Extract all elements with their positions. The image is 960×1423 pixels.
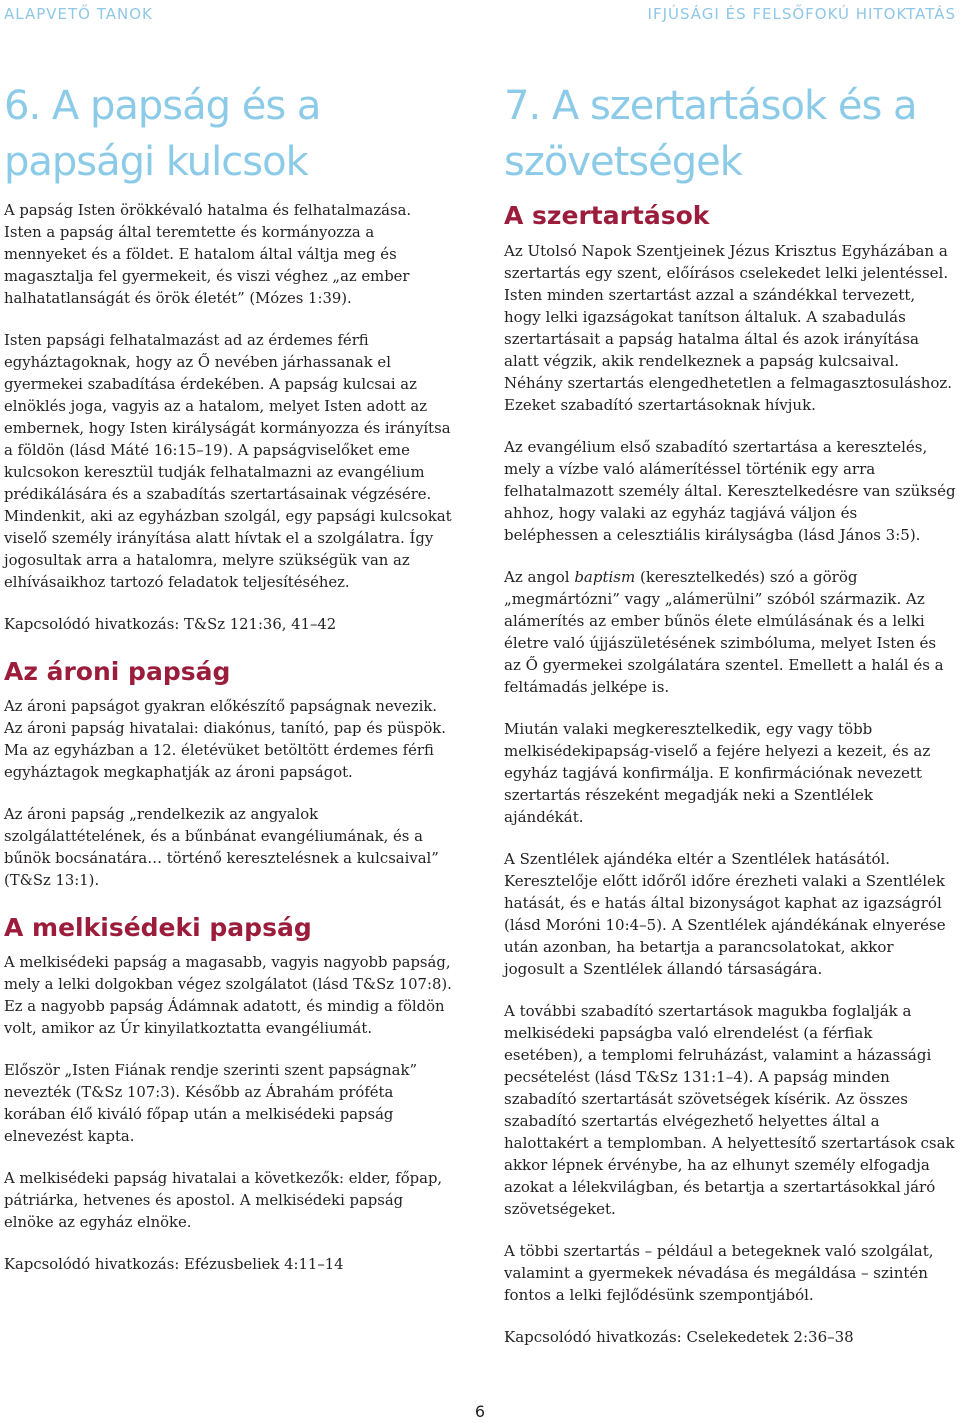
page-number: 6 (474, 1402, 486, 1421)
paragraph: Az ároni papságot gyakran előkészítő papságnak nevezik. Az ároni papság hivatalai: diakónus, tanító, pap és püspök. Ma az egyházban a 12. életévüket betöltött érdemes férfi egyháztagok megkaphatják az ároni papságot. (4, 698, 446, 781)
paragraph: Isten papsági felhatalmazást ad az érdemes férfi egyháztagoknak, hogy az Ő nevében járhassanak el gyermekei szabadítása érdekében. A papság kulcsai az elnöklés joga, vagyis az a hatalom, melyet Isten adott az embernek, hogy Isten királyságát kormányozza és irányítsa a földön (lásd Máté 16:15–19). A papságviselőket eme kulcsokon keresztül tudják felhatalmazni az evangélium prédikálására és a szabadítás szertartásainak végzésére. Mindenkit, aki az egyházban szolgál, egy papsági kulcsokat viselő személy irányítása alatt hívtak el a szolgálatra. Így jogosultak arra a hatalomra, melyre szükségük van az elhívásaikhoz tartozó feladatok teljesítéséhez. (4, 332, 452, 591)
reference-line: Kapcsolódó hivatkozás: Cselekedetek 2:36–38 (504, 1328, 854, 1346)
paragraph: A melkisédeki papság a magasabb, vagyis nagyobb papság, mely a lelki dolgokban végez szolgálatot (lásd T&Sz 107:8). Ez a nagyobb papság Ádámnak adatott, és mindig a földön volt, amikor az Úr kinyilatkoztatta evangéliumát. (4, 954, 452, 1037)
paragraph: A többi szertartás – például a betegeknek való szolgálat, valamint a gyermekek névadása és megáldása – szintén fontos a lelki fejlődésünk szempontjából. (504, 1242, 934, 1304)
paragraph: Az evangélium első szabadító szertartása a keresztelés, mely a vízbe való alámerítéssel történik egy arra felhatalmazott személy által. Keresztelkedésre van szükség ahhoz, hogy valaki az egyház tagjává váljon és beléphessen a celesztiális királyságba (lásd János 3:5). (504, 438, 956, 544)
chapter-title-6: 6. A papság és a papsági kulcsok (4, 83, 321, 185)
paragraph: A további szabadító szertartások magukba foglalják a melkisédeki papságba való elrendelést (a férfiak esetében), a templomi felruházást, valamint a házassági pecsételést (lásd T&Sz 131:1–4). A papság minden szabadító szertartását szövetségek kísérik. Az összes szabadító szertartás elvégezhető helyettes által a halottakért a templomban. A helyettesítő szertartások csak akkor lépnek érvénybe, ha az elhunyt személy elfogadja azokat a lélekvilágban, és betartja a szertartásokkal járó szövetségeket. (504, 1002, 955, 1218)
paragraph: A melkisédeki papság hivatalai a következők: elder, főpap, pátriárka, hetvenes és apostol. A melkisédeki papság elnöke az egyház elnöke. (4, 1170, 443, 1231)
right-column (504, 78, 956, 1368)
emphasized-word: baptism (574, 568, 636, 586)
section-title-aaronic: Az ároni papság (4, 657, 231, 686)
paragraph: A Szentlélek ajándéka eltér a Szentlélek hatásától. Keresztelője előtt időről időre érezheti valaki a Szentlélek hatását, és e hatás által bizonyságot kaphat az igazságról (lásd Moróni 10:4–5). A Szentlélek ajándékának elnyerése után azonban, ha betartja a parancsolatokat, akkor jogosult a Szentlélek állandó társaságára. (504, 850, 946, 978)
section-title-melchizedek: A melkisédeki papság (4, 913, 312, 942)
left-column (4, 78, 452, 1296)
chapter-title-7: 7. A szertartások és a szövetségek (504, 83, 917, 185)
paragraph (504, 566, 956, 698)
paragraph: Az ároni papság „rendelkezik az angyalok szolgálattételének, és a bűnbánat evangéliumának, és a bűnök bocsánatára… történő keresztelésnek a kulcsaival” (T&Sz 13:1). (4, 806, 439, 889)
section-title-ordinances: A szertartások (504, 201, 710, 230)
intro-paragraph: A papság Isten örökkévaló hatalma és felhatalmazása. Isten a papság által teremtette és kormányozza a mennyeket és a földet. E hatalom által váltja meg és magasztalja fel gyermekeit, és viszi véghez „az ember halhatatlanságát és örök életét” (Mózes 1:39). (4, 202, 412, 307)
running-header-right: IFJÚSÁGI ÉS FELSŐFOKÚ HITOKTATÁS (647, 5, 956, 23)
reference-line: Kapcsolódó hivatkozás: T&Sz 121:36, 41–42 (4, 616, 337, 633)
reference-line: Kapcsolódó hivatkozás: Efézusbeliek 4:11–14 (4, 1256, 344, 1273)
running-header (0, 5, 960, 27)
paragraph: Először „Isten Fiának rendje szerinti szent papságnak” nevezték (T&Sz 107:3). Később az Ábrahám próféta korában élő kiváló főpap után a melkisédeki papság elnevezést kapta. (4, 1062, 418, 1145)
paragraph: Miután valaki megkeresztelkedik, egy vagy több melkisédekipapság-viselő a fejére helyezi a kezeit, és az egyház tagjává konfirmálja. E konfirmációnak nevezett szertartás részeként megadják neki a Szentlélek ajándékát. (504, 720, 931, 826)
running-header-left: ALAPVETŐ TANOK (4, 5, 153, 23)
text-run: Az angol (504, 568, 575, 586)
text-run: (keresztelkedés) szó a görög „megmártózni” vagy „alámerülni” szóból származik. Az alámerítés az ember bűnös élete elmúlásának és a lelki életre való újjászületésének szimbóluma, melyet Isten és az Ő gyermekei szolgálatára szentel. Emellett a halál és a feltámadás jelképe is. (504, 568, 944, 696)
paragraph: Az Utolsó Napok Szentjeinek Jézus Krisztus Egyházában a szertartás egy szent, előírásos cselekedet lelki jelentéssel. Isten minden szertartást azzal a szándékkal tervezett, hogy lelki igazságokat tanítson általuk. A szabadulás szertartásait a papság hatalma által és azok irányítása alatt végzik, akik rendelkeznek a papság kulcsaival. Néhány szertartás elengedhetetlen a felmagasztosuláshoz. Ezeket szabadító szertartásoknak hívjuk. (504, 242, 953, 414)
